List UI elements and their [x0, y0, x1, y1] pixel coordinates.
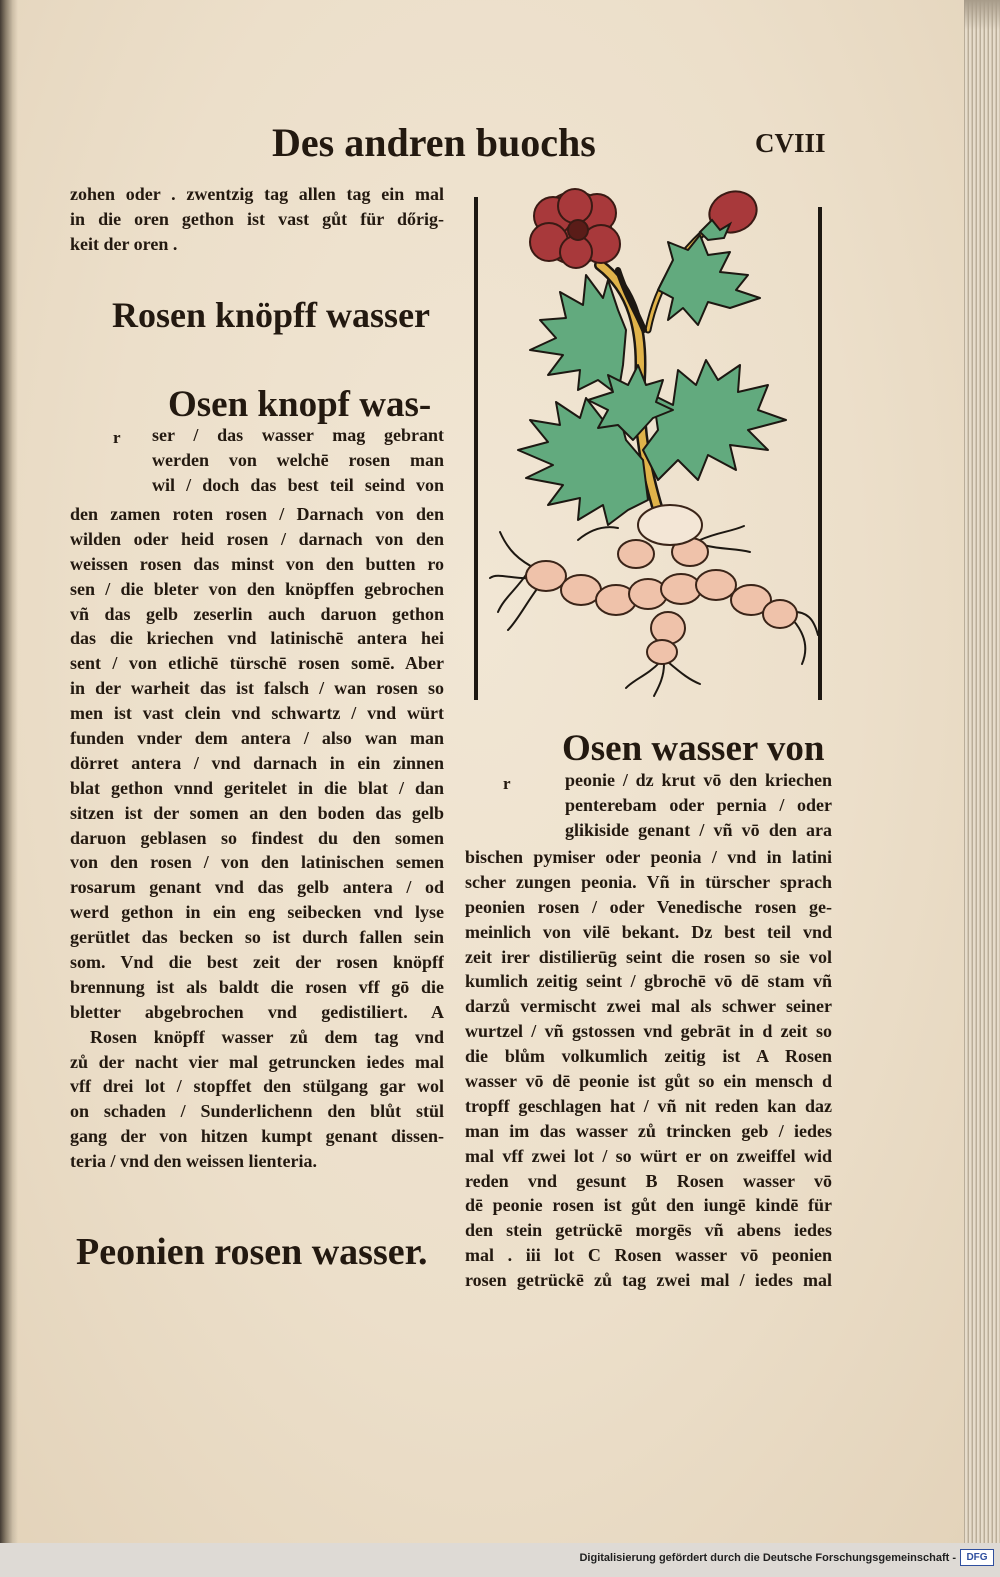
leaf-right — [643, 360, 786, 480]
text-line: mal . iii lot C Rosen wasser vō peonien — [465, 1245, 832, 1266]
text-line: kumlich zeitig seint / gbrochē vō dē stam vñ — [465, 971, 832, 992]
text-line: teria / vnd den weissen lienteria. — [70, 1151, 317, 1172]
text-line: dörret antera / vnd darnach in ein zinnen — [70, 752, 444, 773]
text-line: darzů vermischt zwei mal als schwer seiner — [465, 996, 832, 1017]
dfg-logo: DFG — [960, 1549, 994, 1566]
text-line: vñ das gelb zeserlin auch daruon gethon — [70, 603, 444, 624]
running-head-title: Des andren buochs — [272, 120, 596, 165]
text-line: wasser vō dē peonie ist gůt so ein mensch d — [465, 1071, 832, 1092]
peony-flower — [530, 189, 620, 268]
left-intro-paragraph — [70, 182, 444, 257]
text-line: Rosen knöpff wasser zů dem tag vnd — [90, 1026, 444, 1047]
text-line: meinlich von vilē bekant. Dz best teil vnd — [465, 921, 832, 942]
section-opening-line: Osen wasser von — [562, 728, 825, 769]
text-line: penterebam oder pernia / oder — [565, 794, 832, 815]
text-line: werd gethon in ein eng seibecken vnd lyse — [70, 902, 444, 923]
text-line: sen / die bleter von den knöpffen gebrochen — [70, 578, 444, 599]
text-line: man im das wasser zů trincken geb / iedes — [465, 1120, 832, 1141]
text-line: scher zungen peonia. Vñ in türscher sprach — [465, 871, 832, 892]
text-line: dē peonie rosen ist gůt den iungē kindē für — [465, 1195, 832, 1216]
peony-bud — [700, 185, 762, 240]
root-tubers — [526, 538, 797, 664]
text-line: rosen getrückē zů tag zwei mal / iedes mal — [465, 1270, 832, 1291]
section-opening-line: Osen knopf was- — [168, 384, 432, 425]
text-line: in der warheit das ist falsch / wan rosen so — [70, 678, 444, 699]
text-line: vff drei lot / stopffet den stülgang gar wol — [70, 1076, 444, 1097]
text-line: peonie / dz krut vō den kriechen — [565, 770, 832, 790]
left-body-text — [70, 502, 444, 1174]
text-line: funden vnder dem antera / also wan man — [70, 728, 444, 749]
text-line: rosarum genant vnd das gelb antera / od — [70, 877, 444, 898]
digitization-credit: Digitalisierung gefördert durch die Deutsche Forschungsgemeinschaft - — [579, 1552, 956, 1564]
text-line: ser / das wasser mag gebrant — [152, 425, 444, 445]
text-line: glikiside genant / vñ vō den ara — [565, 819, 832, 840]
text-line: den zamen roten rosen / Darnach von den — [70, 504, 444, 524]
text-line: brennung ist als baldt die rosen vff gō die — [70, 976, 444, 997]
initial-guide-letter: r — [503, 774, 511, 793]
text-line: weissen rosen das minst von den butten ro — [70, 553, 444, 574]
text-line: tropff geschlagen hat / vñ nit reden kan daz — [465, 1095, 832, 1116]
text-line: blat gethon vnnd geritelet in die blat / dan — [70, 777, 444, 798]
text-line: daruon geblasen so findest du den somen — [70, 827, 444, 848]
text-line: wurtzel / vñ gstossen vnd gebrāt in d zeit so — [465, 1021, 832, 1042]
right-indented-lines — [565, 768, 832, 843]
text-line: reden vnd gesunt B Rosen wasser vō — [465, 1170, 832, 1191]
text-line: mal vff zwei lot / so würt er on zweiffel wid — [465, 1145, 832, 1166]
text-line: keit der oren . — [70, 233, 178, 254]
text-line: von den rosen / von den latinischen semen — [70, 852, 444, 873]
text-line: gang der von hitzen kumpt genant dissen- — [70, 1126, 444, 1147]
text-line: die blům volkumlich zeitig ist A Rosen — [465, 1046, 832, 1067]
text-line: wilden oder heid rosen / darnach von den — [70, 528, 444, 549]
text-line: gerütlet das becken so ist durch fallen sein — [70, 927, 444, 948]
text-line: zů der nacht vier mal getruncken iedes mal — [70, 1051, 444, 1072]
text-line: zohen oder . zwentzig tag allen tag ein mal — [70, 184, 444, 204]
text-line: bischen pymiser oder peonia / vnd in latini — [465, 847, 832, 867]
page-stack-edges — [964, 0, 1000, 1548]
text-line: men ist vast clein vnd schwartz / vnd würt — [70, 703, 444, 724]
text-line: on schaden / Sunderlichenn den blůt stül — [70, 1101, 444, 1122]
section-heading: Rosen knöpff wasser — [112, 295, 431, 335]
leaf-top-right — [658, 235, 760, 325]
initial-guide-letter: r — [113, 428, 121, 447]
text-line: bletter abgebrochen vnd gedistiliert. A — [70, 1001, 444, 1022]
text-line: werden von welchē rosen man — [152, 449, 444, 470]
text-line: sent / von etlichē türschē rosen somē. Aber — [70, 653, 444, 674]
left-indented-lines — [152, 423, 444, 498]
text-line: zeit irer distilierūg seint die rosen so sie vol — [465, 946, 832, 967]
root-crown — [638, 505, 702, 545]
right-body-text — [465, 845, 832, 1293]
book-binding-shadow — [0, 0, 18, 1543]
section-heading: Peonien rosen wasser. — [76, 1231, 428, 1273]
text-line: den stein getrückē morgēs vñ abens iedes — [465, 1220, 832, 1241]
folio-number: CVIII — [755, 128, 826, 158]
text-line: wil / doch das best teil seind von — [152, 474, 444, 495]
peony-woodcut-illustration — [468, 180, 828, 705]
text-line: sitzen ist der somen an den boden das gelb — [70, 802, 444, 823]
text-line: som. Vnd die best zeit der rosen knöpff — [70, 952, 444, 973]
text-line: peonien rosen / oder Venedische rosen ge- — [465, 896, 832, 917]
text-line: in die oren gethon ist vast gůt für dőrig- — [70, 208, 444, 229]
text-line: das die kriechen vnd latinischē antera hei — [70, 628, 444, 649]
